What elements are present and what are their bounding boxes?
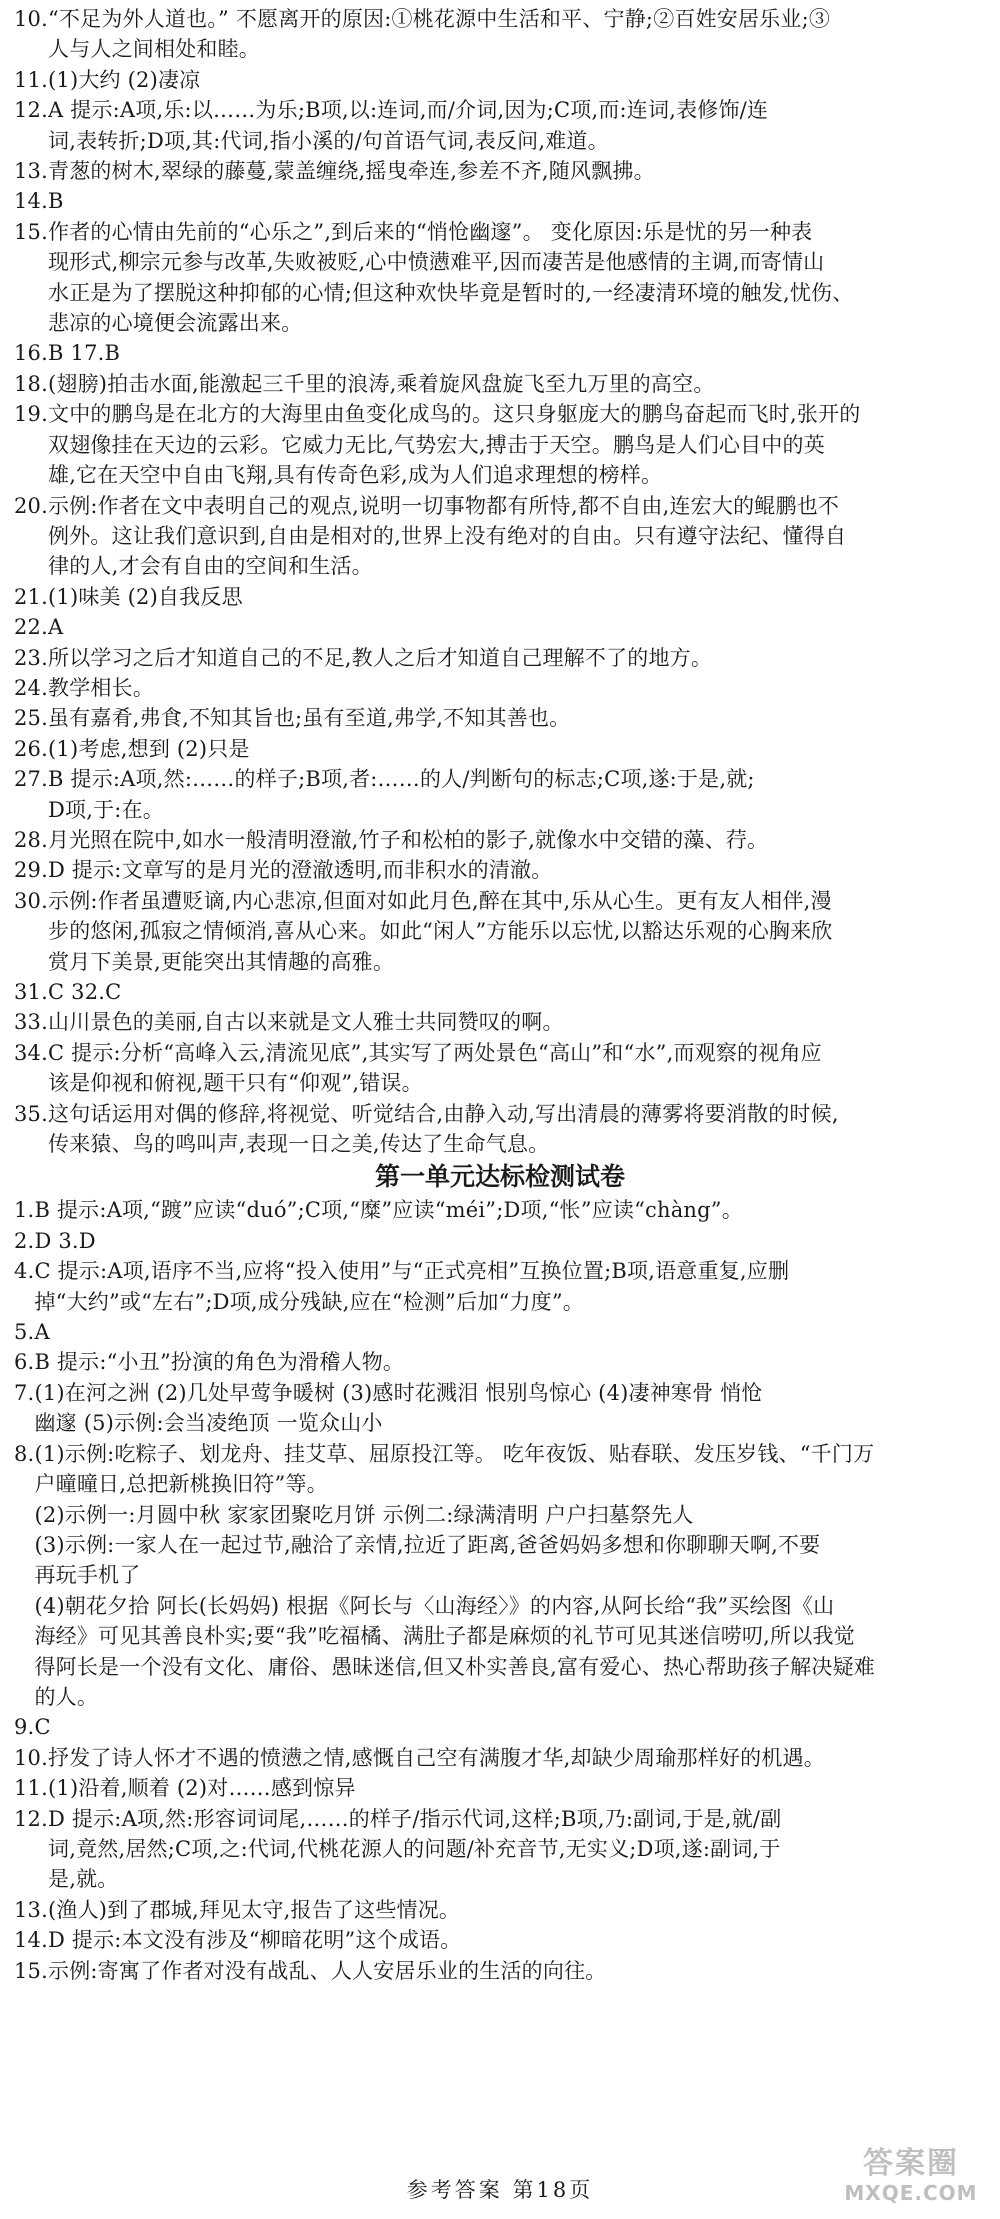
answer-item bbox=[14, 1773, 986, 1803]
answer-line: A bbox=[48, 615, 64, 640]
answer-line: 律的人,才会有自由的空间和生活。 bbox=[48, 554, 373, 579]
answer-number: 11. bbox=[14, 67, 48, 92]
answer-line: (渔人)到了郡城,拜见太守,报告了这些情况。 bbox=[48, 1897, 461, 1922]
answer-line: C 提示:A项,语序不当,应将“投入使用”与“正式亮相”互换位置;B项,语意重复,应删 bbox=[34, 1259, 790, 1284]
answer-text bbox=[48, 1099, 986, 1160]
answer-line: 文中的鹏鸟是在北方的大海里由鱼变化成鸟的。这只身躯庞大的鹏鸟奋起而飞时,张开的 bbox=[48, 402, 861, 427]
answer-text bbox=[48, 643, 986, 673]
answer-number: 20. bbox=[14, 493, 48, 518]
answer-line: D项,于:在。 bbox=[48, 797, 164, 822]
answer-line: 幽邃 (5)示例:会当凌绝顶 一览众山小 bbox=[34, 1411, 383, 1436]
answer-line: 海经》可见其善良朴实;要“我”吃福橘、满肚子都是麻烦的礼节可见其迷信唠叨,所以我觉 bbox=[34, 1624, 855, 1649]
answer-number: 18. bbox=[14, 371, 48, 396]
answer-text bbox=[48, 1773, 986, 1803]
answer-line: 青葱的树木,翠绿的藤蔓,蒙盖缠绕,摇曳牵连,参差不齐,随风飘拂。 bbox=[48, 159, 655, 184]
answers-part-2 bbox=[14, 1195, 986, 1986]
answer-number: 13. bbox=[14, 159, 48, 184]
answer-line: (1)味美 (2)自我反思 bbox=[48, 584, 243, 609]
answer-item bbox=[14, 369, 986, 399]
answer-line: (3)示例:一家人在一起过节,融洽了亲情,拉近了距离,爸爸妈妈多想和你聊聊天啊,不要 bbox=[34, 1532, 821, 1557]
answer-line: 赏月下美景,更能突出其情趣的高雅。 bbox=[48, 949, 395, 974]
answer-number: 9. bbox=[14, 1715, 35, 1740]
answer-item bbox=[14, 855, 986, 885]
answer-line: A bbox=[34, 1320, 50, 1345]
answer-line: (1)示例:吃粽子、划龙舟、挂艾草、屈原投江等。 吃年夜饭、贴春联、发压岁钱、“千门万 bbox=[34, 1441, 875, 1466]
answer-item bbox=[14, 1895, 986, 1925]
answer-line: 例外。这让我们意识到,自由是相对的,世界上没有绝对的自由。只有遵守法纪、懂得自 bbox=[48, 523, 847, 548]
answer-line: D 3.D bbox=[34, 1228, 96, 1253]
answer-number: 24. bbox=[14, 675, 48, 700]
answer-item bbox=[14, 1317, 986, 1347]
answer-line: (1)沿着,顺着 (2)对……感到惊异 bbox=[48, 1776, 356, 1801]
answer-item bbox=[14, 95, 986, 156]
watermark-logo-text: 答案圈 bbox=[863, 2146, 959, 2181]
answer-line: C bbox=[34, 1715, 51, 1740]
answer-number: 11. bbox=[14, 1776, 48, 1801]
answer-text bbox=[48, 1956, 986, 1986]
answer-text bbox=[34, 1226, 986, 1256]
answer-item bbox=[14, 1099, 986, 1160]
answers-part-1 bbox=[14, 4, 986, 1159]
answer-line: 所以学习之后才知道自己的不足,教人之后才知道自己理解不了的地方。 bbox=[48, 645, 713, 670]
answer-line: 悲凉的心境便会流露出来。 bbox=[48, 311, 303, 336]
answer-item bbox=[14, 977, 986, 1007]
answer-line: 抒发了诗人怀才不遇的愤懑之情,感慨自己空有满腹才华,却缺少周瑜那样好的机遇。 bbox=[48, 1745, 825, 1770]
answer-text bbox=[34, 1195, 986, 1225]
answer-item bbox=[14, 1712, 986, 1742]
answer-line: 户曈曈日,总把新桃换旧符”等。 bbox=[34, 1472, 328, 1497]
answer-text bbox=[48, 855, 986, 885]
answer-line: 现形式,柳宗元参与改革,失败被贬,心中愤懑难平,因而凄苦是他感情的主调,而寄情山 bbox=[48, 250, 825, 275]
answer-item bbox=[14, 338, 986, 368]
answer-page bbox=[14, 4, 986, 1986]
answer-text bbox=[48, 338, 986, 368]
answer-item bbox=[14, 1956, 986, 1986]
answer-line: 词,表转折;D项,其:代词,指小溪的/句首语气词,表反问,难道。 bbox=[48, 128, 609, 153]
answer-item bbox=[14, 734, 986, 764]
answer-line: 作者的心情由先前的“心乐之”,到后来的“悄怆幽邃”。 变化原因:乐是忧的另一种表 bbox=[48, 219, 813, 244]
answer-line: 掉“大约”或“左右”;D项,成分残缺,应在“检测”后加“力度”。 bbox=[34, 1289, 584, 1314]
answer-line: C 32.C bbox=[48, 980, 122, 1004]
answer-line: 的人。 bbox=[34, 1684, 99, 1709]
answer-item bbox=[14, 1256, 986, 1317]
answer-number: 4. bbox=[14, 1259, 35, 1284]
answer-line: D 提示:A项,然:形容词词尾,……的样子/指示代词,这样;B项,乃:副词,于是,就/副 bbox=[48, 1806, 782, 1831]
answer-line: 是,就。 bbox=[48, 1867, 119, 1892]
answer-number: 34. bbox=[14, 1040, 48, 1065]
answer-item bbox=[14, 1226, 986, 1256]
answer-line: (2)示例一:月圆中秋 家家团聚吃月饼 示例二:绿满清明 户户扫墓祭先人 bbox=[34, 1502, 694, 1527]
answer-text bbox=[34, 1317, 986, 1347]
answer-number: 31. bbox=[14, 980, 48, 1004]
answer-text bbox=[48, 673, 986, 703]
answer-text bbox=[48, 156, 986, 186]
answer-item bbox=[14, 825, 986, 855]
answer-line: B 17.B bbox=[48, 341, 121, 366]
answer-text bbox=[48, 977, 986, 1007]
answer-line: (1)在河之洲 (2)几处早莺争暖树 (3)感时花溅泪 恨别鸟惊心 (4)凄神寒骨 悄怆 bbox=[34, 1380, 763, 1405]
answer-line: 月光照在院中,如水一般清明澄澈,竹子和松柏的影子,就像水中交错的藻、荇。 bbox=[48, 827, 769, 852]
answer-line: 传来猿、鸟的鸣叫声,表现一日之美,传达了生命气息。 bbox=[48, 1132, 550, 1157]
page-footer: 参考答案 第18页 bbox=[406, 2178, 594, 2202]
answer-number: 10. bbox=[14, 1745, 48, 1770]
answer-number: 7. bbox=[14, 1380, 35, 1405]
answer-item bbox=[14, 156, 986, 186]
answer-text bbox=[48, 612, 986, 642]
answer-line: 双翅像挂在天边的云彩。它威力无比,气势宏大,搏击于天空。鹏鸟是人们心目中的英 bbox=[48, 432, 825, 457]
answer-number: 25. bbox=[14, 706, 48, 731]
answer-line: (1)大约 (2)凄凉 bbox=[48, 67, 201, 92]
answer-line: 示例:作者虽遭贬谪,内心悲凉,但面对如此月色,醉在其中,乐从心生。更有友人相伴,漫 bbox=[48, 888, 832, 913]
answer-number: 28. bbox=[14, 827, 48, 852]
answer-number: 29. bbox=[14, 858, 48, 883]
answer-text bbox=[48, 764, 986, 825]
section-title: 第一单元达标检测试卷 bbox=[374, 1162, 625, 1192]
answer-text bbox=[34, 1712, 986, 1742]
answer-text bbox=[48, 65, 986, 95]
answer-line: 这句话运用对偶的修辞,将视觉、听觉结合,由静入动,写出清晨的薄雾将要消散的时候, bbox=[48, 1101, 839, 1126]
answer-text bbox=[48, 186, 986, 216]
answer-number: 27. bbox=[14, 767, 48, 792]
answer-item bbox=[14, 764, 986, 825]
answer-line: 步的悠闲,孤寂之情倾消,喜从心来。如此“闲人”方能乐以忘忧,以豁达乐观的心胸来欣 bbox=[48, 919, 833, 944]
answer-text bbox=[48, 1007, 986, 1037]
answer-item bbox=[14, 1038, 986, 1099]
answer-number: 6. bbox=[14, 1350, 35, 1375]
answer-text bbox=[48, 1925, 986, 1955]
answer-item bbox=[14, 1347, 986, 1377]
answer-item bbox=[14, 886, 986, 977]
answer-item bbox=[14, 65, 986, 95]
answer-number: 19. bbox=[14, 402, 48, 427]
answer-text bbox=[34, 1378, 986, 1439]
answer-text bbox=[48, 369, 986, 399]
answer-line: (4)朝花夕拾 阿长(长妈妈) 根据《阿长与〈山海经〉》的内容,从阿长给“我”买绘图《山 bbox=[34, 1593, 835, 1618]
answer-number: 13. bbox=[14, 1897, 48, 1922]
watermark-logo bbox=[836, 2147, 986, 2211]
answer-line: 得阿长是一个没有文化、庸俗、愚昧迷信,但又朴实善良,富有爱心、热心帮助孩子解决疑难 bbox=[34, 1654, 875, 1679]
answer-item bbox=[14, 643, 986, 673]
answer-number: 8. bbox=[14, 1441, 35, 1466]
answer-number: 33. bbox=[14, 1010, 48, 1035]
answer-item bbox=[14, 703, 986, 733]
answer-text bbox=[48, 1743, 986, 1773]
answer-number: 2. bbox=[14, 1228, 35, 1253]
answer-text bbox=[48, 886, 986, 977]
answer-number: 10. bbox=[14, 7, 48, 31]
answer-text bbox=[48, 703, 986, 733]
answer-text bbox=[48, 582, 986, 612]
answer-item bbox=[14, 582, 986, 612]
answer-item bbox=[14, 1378, 986, 1439]
answer-item bbox=[14, 1439, 986, 1713]
answer-line: B 提示:A项,然:……的样子;B项,者:……的人/判断句的标志;C项,遂:于是,就; bbox=[48, 767, 755, 792]
answer-item bbox=[14, 1925, 986, 1955]
answer-line: 再玩手机了 bbox=[34, 1563, 141, 1588]
answer-number: 15. bbox=[14, 219, 48, 244]
answer-number: 30. bbox=[14, 888, 48, 913]
answer-text bbox=[48, 4, 986, 65]
answer-line: B 提示:A项,“踱”应读“duó”;C项,“糜”应读“méi”;D项,“怅”应读“chàng”。 bbox=[34, 1198, 743, 1223]
watermark-site-text: MXQE.COM bbox=[844, 2181, 978, 2205]
answer-item bbox=[14, 1195, 986, 1225]
answer-text bbox=[48, 399, 986, 490]
answer-text bbox=[48, 217, 986, 339]
answer-text bbox=[48, 825, 986, 855]
answer-line: C 提示:分析“高峰入云,清流见底”,其实写了两处景色“高山”和“水”,而观察的视角应 bbox=[48, 1040, 822, 1065]
answer-line: 虽有嘉肴,弗食,不知其旨也;虽有至道,弗学,不知其善也。 bbox=[48, 706, 571, 731]
answer-number: 12. bbox=[14, 1806, 48, 1831]
answer-line: D 提示:文章写的是月光的澄澈透明,而非积水的清澈。 bbox=[48, 858, 553, 883]
answer-item bbox=[14, 673, 986, 703]
answer-number: 23. bbox=[14, 645, 48, 670]
answer-number: 26. bbox=[14, 736, 48, 761]
answer-line: A 提示:A项,乐:以……为乐;B项,以:连词,而/介词,因为;C项,而:连词,表修饰/连 bbox=[48, 98, 769, 123]
answer-number: 14. bbox=[14, 1928, 48, 1953]
answer-number: 5. bbox=[14, 1320, 35, 1345]
answer-line: 山川景色的美丽,自古以来就是文人雅士共同赞叹的啊。 bbox=[48, 1010, 564, 1035]
answer-line: 该是仰视和俯视,题干只有“仰观”,错误。 bbox=[48, 1071, 423, 1096]
answer-line: D 提示:本文没有涉及“柳暗花明”这个成语。 bbox=[48, 1928, 462, 1953]
answer-item bbox=[14, 612, 986, 642]
answer-text bbox=[48, 491, 986, 582]
answer-line: 水正是为了摆脱这种抑郁的心情;但这种欢快毕竟是暂时的,一经凄清环境的触发,忧伤、 bbox=[48, 280, 854, 305]
answer-number: 21. bbox=[14, 584, 48, 609]
answer-line: 词,竟然,居然;C项,之:代词,代桃花源人的问题/补充音节,无实义;D项,遂:副词,于 bbox=[48, 1836, 781, 1861]
answer-line: 人与人之间相处和睦。 bbox=[48, 37, 260, 62]
answer-line: “不足为外人道也。” 不愿离开的原因:①桃花源中生活和平、宁静;②百姓安居乐业;③ bbox=[48, 7, 831, 31]
answer-item bbox=[14, 1804, 986, 1895]
answer-item bbox=[14, 1007, 986, 1037]
answer-line: 教学相长。 bbox=[48, 675, 154, 700]
answer-item bbox=[14, 399, 986, 490]
answer-line: B 提示:“小丑”扮演的角色为滑稽人物。 bbox=[34, 1350, 405, 1375]
answer-text bbox=[48, 95, 986, 156]
answer-number: 22. bbox=[14, 615, 48, 640]
answer-number: 1. bbox=[14, 1198, 35, 1223]
answer-line: (翅膀)拍击水面,能激起三千里的浪涛,乘着旋风盘旋飞至九万里的高空。 bbox=[48, 371, 715, 396]
answer-line: B bbox=[48, 189, 64, 214]
answer-item bbox=[14, 4, 986, 65]
answer-line: 示例:作者在文中表明自己的观点,说明一切事物都有所恃,都不自由,连宏大的鲲鹏也不 bbox=[48, 493, 840, 518]
answer-text bbox=[48, 734, 986, 764]
answer-number: 12. bbox=[14, 98, 48, 123]
answer-text bbox=[48, 1895, 986, 1925]
answer-item bbox=[14, 491, 986, 582]
answer-line: 雄,它在天空中自由飞翔,具有传奇色彩,成为人们追求理想的榜样。 bbox=[48, 463, 663, 488]
answer-text bbox=[48, 1804, 986, 1895]
answer-text bbox=[34, 1439, 986, 1713]
answer-number: 35. bbox=[14, 1101, 48, 1126]
answer-line: (1)考虑,想到 (2)只是 bbox=[48, 736, 250, 761]
answer-number: 15. bbox=[14, 1958, 48, 1983]
answer-number: 16. bbox=[14, 341, 48, 366]
answer-text bbox=[34, 1347, 986, 1377]
answer-line: 示例:寄寓了作者对没有战乱、人人安居乐业的生活的向往。 bbox=[48, 1958, 607, 1983]
answer-text bbox=[48, 1038, 986, 1099]
answer-number: 14. bbox=[14, 189, 48, 214]
answer-item bbox=[14, 217, 986, 339]
answer-item bbox=[14, 186, 986, 216]
answer-text bbox=[34, 1256, 986, 1317]
answer-item bbox=[14, 1743, 986, 1773]
